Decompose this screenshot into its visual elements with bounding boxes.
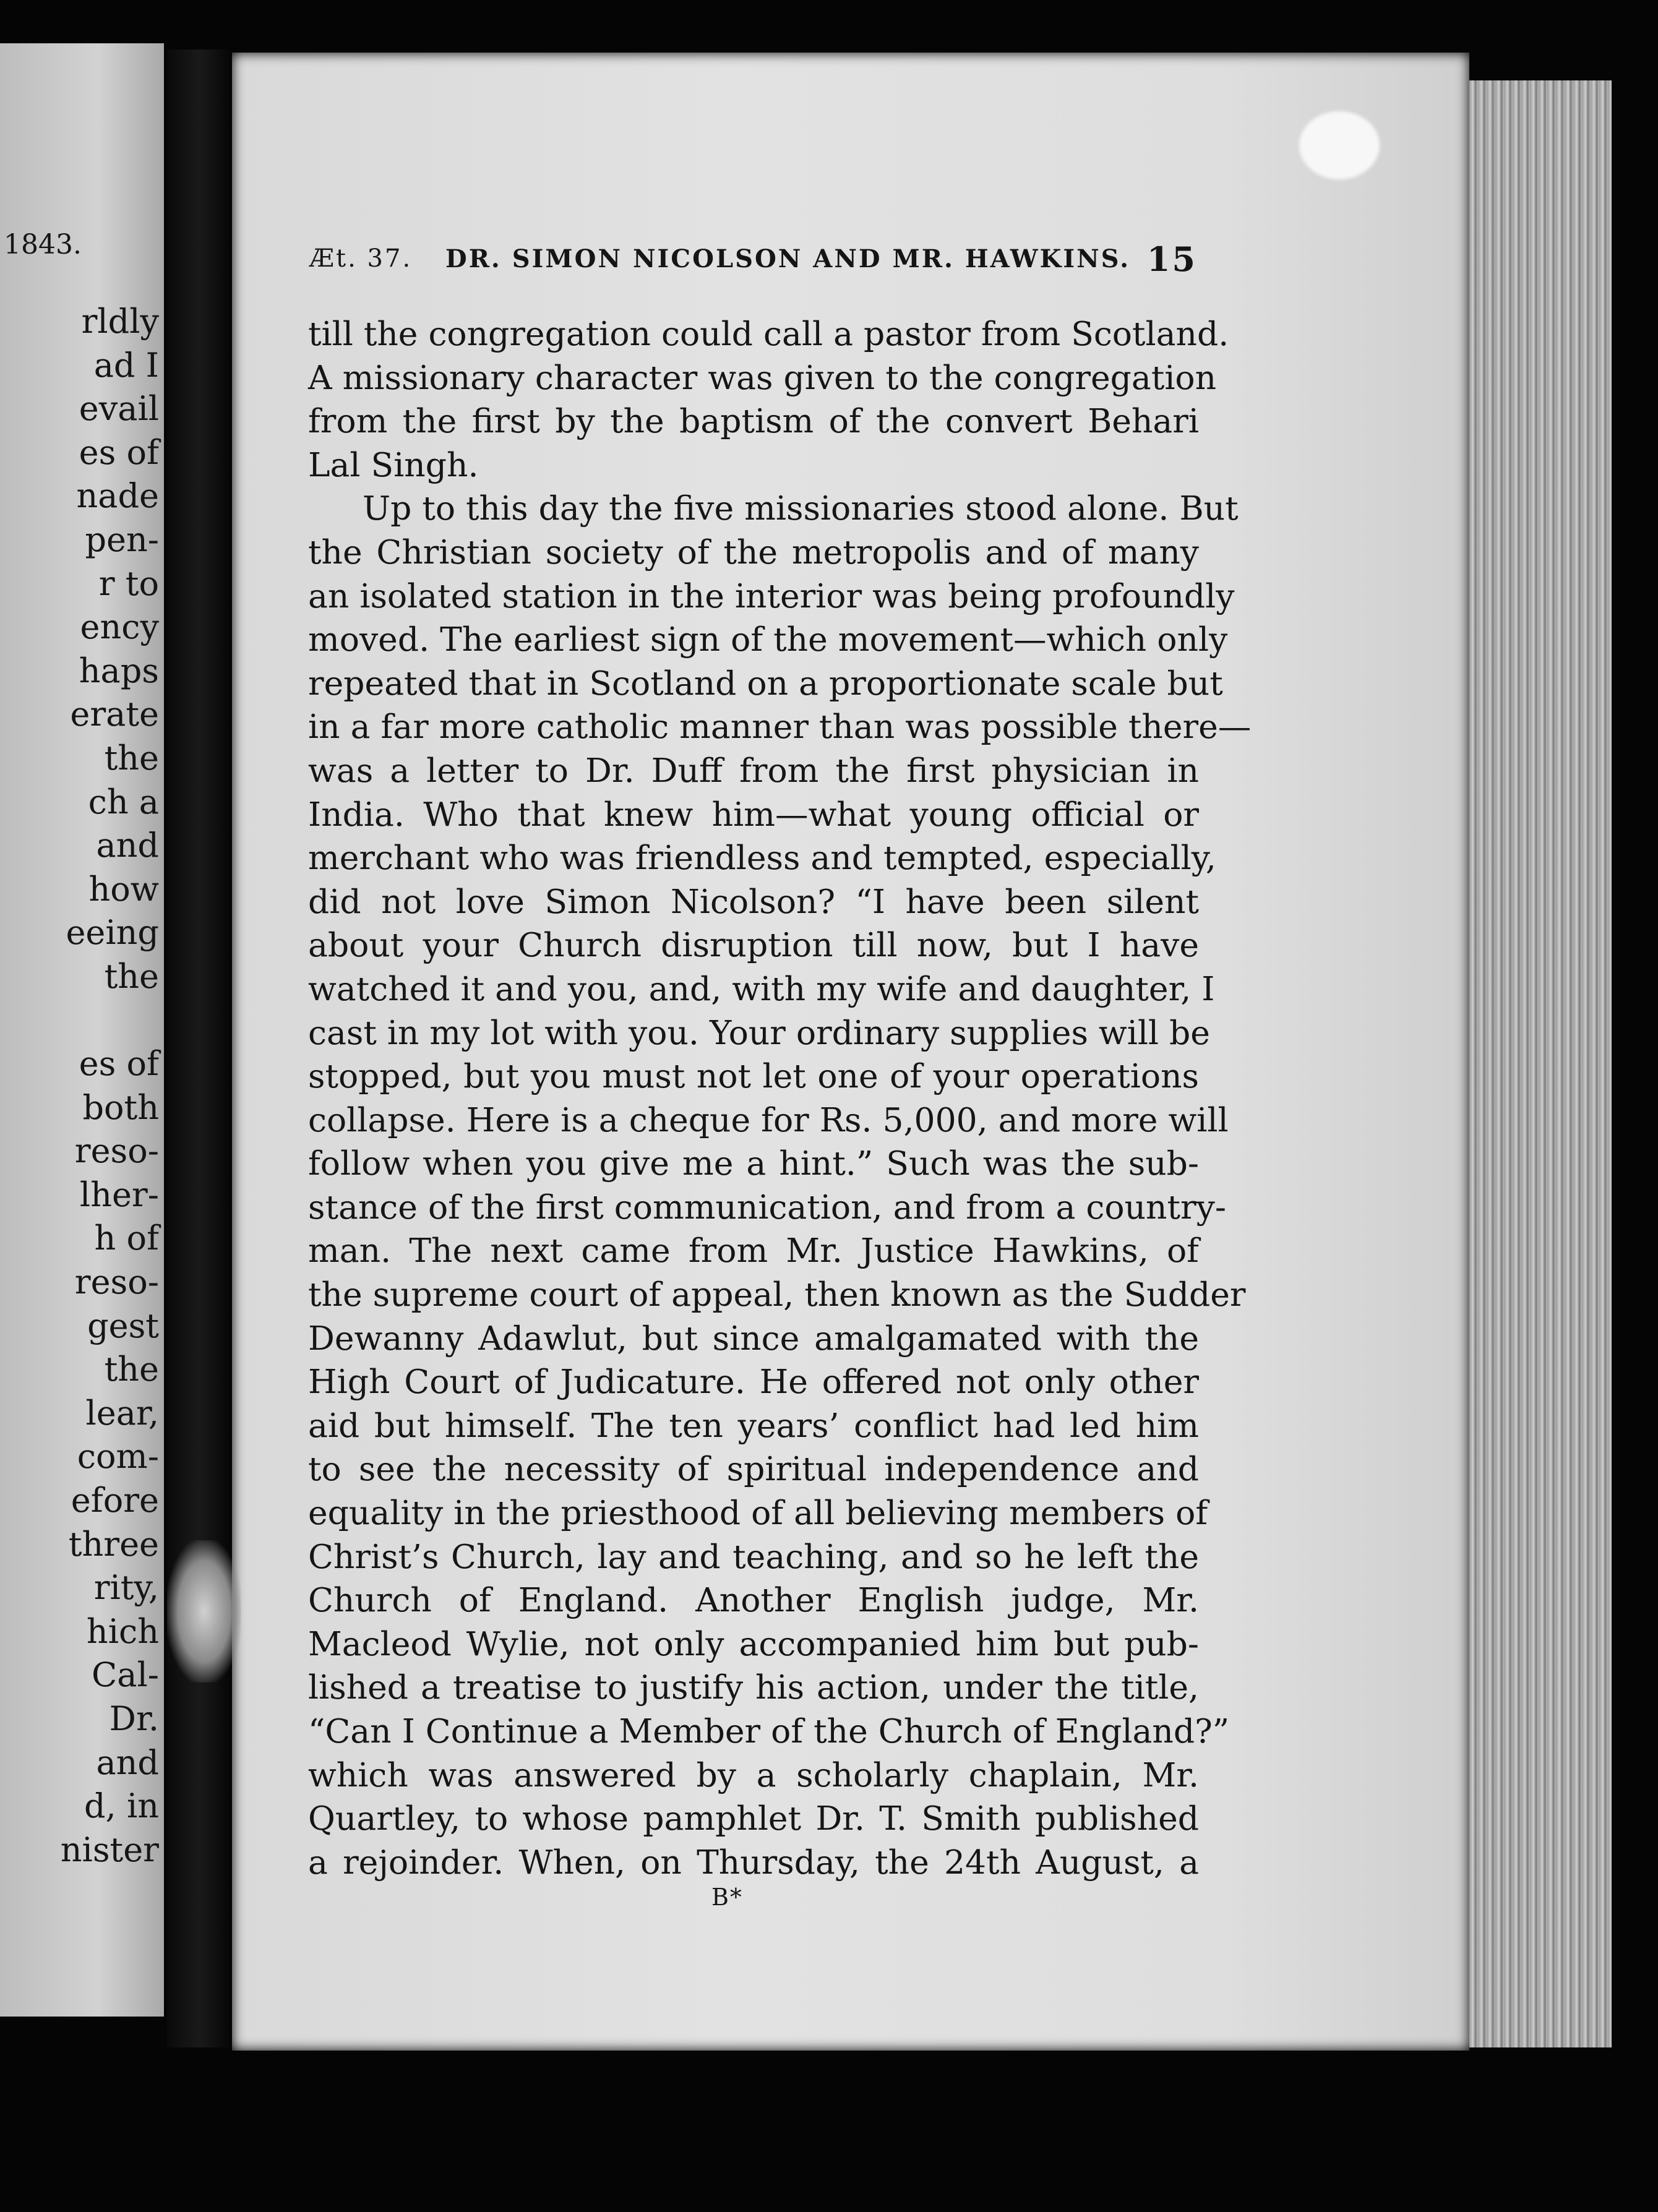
left-line: nister [60,1830,159,1869]
header-age: Æt. 37. [309,244,413,273]
left-line: d, in [84,1786,159,1826]
text-line: watched it and you, and, with my wife and daughter, I [308,969,1215,1008]
text-line: which was answered by a scholarly chaplain, Mr. [308,1755,1199,1794]
running-header [309,239,1197,281]
text-line: equality in the priesthood of all believing members of [308,1493,1208,1533]
text-line: man. The next came from Mr. Justice Hawkins, of [308,1231,1199,1271]
left-page-year: 1843. [4,229,82,260]
text-line: Christ’s Church, lay and teaching, and so he left the [308,1537,1199,1576]
text-line: lished a treatise to justify his action, under the title, [308,1668,1199,1707]
left-line: gest [87,1306,159,1345]
left-line: eeing [66,913,159,953]
text-line: a rejoinder. When, on Thursday, the 24th August, a [308,1842,1199,1882]
header-title: DR. SIMON NICOLSON AND MR. HAWKINS. [445,244,1131,273]
page-number: 15 [1146,239,1197,279]
left-line: lear, [85,1393,159,1433]
page-edges [1469,80,1612,2047]
text-line: collapse. Here is a cheque for Rs. 5,000, and more will [308,1100,1229,1139]
text-line: aid but himself. The ten years’ conflict had led him [308,1405,1199,1445]
left-line: nade [76,476,159,516]
text-line: Macleod Wylie, not only accompanied him but pub- [308,1624,1199,1663]
left-line: rldly [81,302,159,341]
text-line: Lal Singh. [308,445,479,484]
left-line: h of [94,1219,159,1258]
text-line: moved. The earliest sign of the movement—which only [308,620,1228,659]
text-line: Quartley, to whose pamphlet Dr. T. Smith published [308,1799,1199,1838]
text-line: about your Church disruption till now, but I have [308,925,1199,965]
left-line-blank [0,999,159,1043]
text-line: Church of England. Another English judge, Mr. [308,1580,1199,1620]
paper-stain [1299,111,1380,179]
text-line: did not love Simon Nicolson? “I have been silent [308,881,1199,921]
left-line: the [104,738,159,778]
left-line: both [82,1087,159,1127]
left-line: three [68,1524,159,1564]
left-line: es of [79,1044,159,1084]
left-line: Cal- [91,1655,159,1695]
text-line: an isolated station in the interior was being profoundly [308,576,1235,615]
left-line: evail [79,389,159,429]
left-line: r to [98,564,159,603]
text-line: follow when you give me a hint.” Such was the sub- [308,1144,1199,1183]
left-line: reso- [74,1131,159,1171]
book-gutter [167,49,232,2047]
left-line: reso- [74,1262,159,1302]
left-line: es of [79,432,159,472]
left-line: rity, [93,1568,159,1608]
left-line: the [104,1350,159,1389]
text-line: the supreme court of appeal, then known as the Sudder [308,1275,1246,1314]
text-line: India. Who that knew him—what young official or [308,794,1199,834]
left-line: com- [77,1437,159,1477]
left-line: ad I [93,345,159,385]
left-line: pen- [85,520,159,559]
left-line: haps [79,651,159,690]
signature-mark: B* [711,1884,743,1911]
text-line: Dewanny Adawlut, but since amalgamated with the [308,1318,1199,1358]
text-line: Up to this day the five missionaries stood alone. But [363,489,1239,528]
text-line: High Court of Judicature. He offered not only other [308,1362,1199,1402]
text-line: stance of the first communication, and from a country- [308,1187,1226,1227]
left-facing-page [0,43,164,2017]
left-line: how [88,869,159,909]
text-line: A missionary character was given to the congregation [308,358,1217,397]
text-line: “Can I Continue a Member of the Church of England?” [308,1712,1230,1751]
text-line: from the first by the baptism of the convert Behari [308,401,1199,441]
left-line: erate [70,695,159,734]
text-line: cast in my lot with you. Your ordinary supplies will be [308,1013,1210,1052]
left-line: the [104,956,159,996]
left-line: lher- [79,1175,159,1214]
text-line: the Christian society of the metropolis and of many [308,532,1199,572]
left-line: hich [86,1611,159,1651]
text-line: repeated that in Scotland on a proportionate scale but [308,663,1223,703]
text-line: was a letter to Dr. Duff from the first physician in [308,750,1199,790]
text-line: merchant who was friendless and tempted, especially, [308,838,1216,878]
left-line: and [96,1743,159,1782]
left-page-text [0,300,159,1872]
left-line: ency [80,607,159,647]
text-line: till the congregation could call a pastor from Scotland. [308,314,1229,353]
left-line: ch a [88,782,159,821]
left-line: efore [71,1481,159,1520]
page-damage [167,1540,241,1683]
text-line: in a far more catholic manner than was possible there— [308,707,1252,747]
body-text [308,312,1252,1884]
text-line: stopped, but you must not let one of your operations [308,1057,1199,1096]
text-line: to see the necessity of spiritual independence and [308,1449,1199,1489]
left-line: and [96,826,159,865]
left-line: Dr. [109,1699,159,1738]
